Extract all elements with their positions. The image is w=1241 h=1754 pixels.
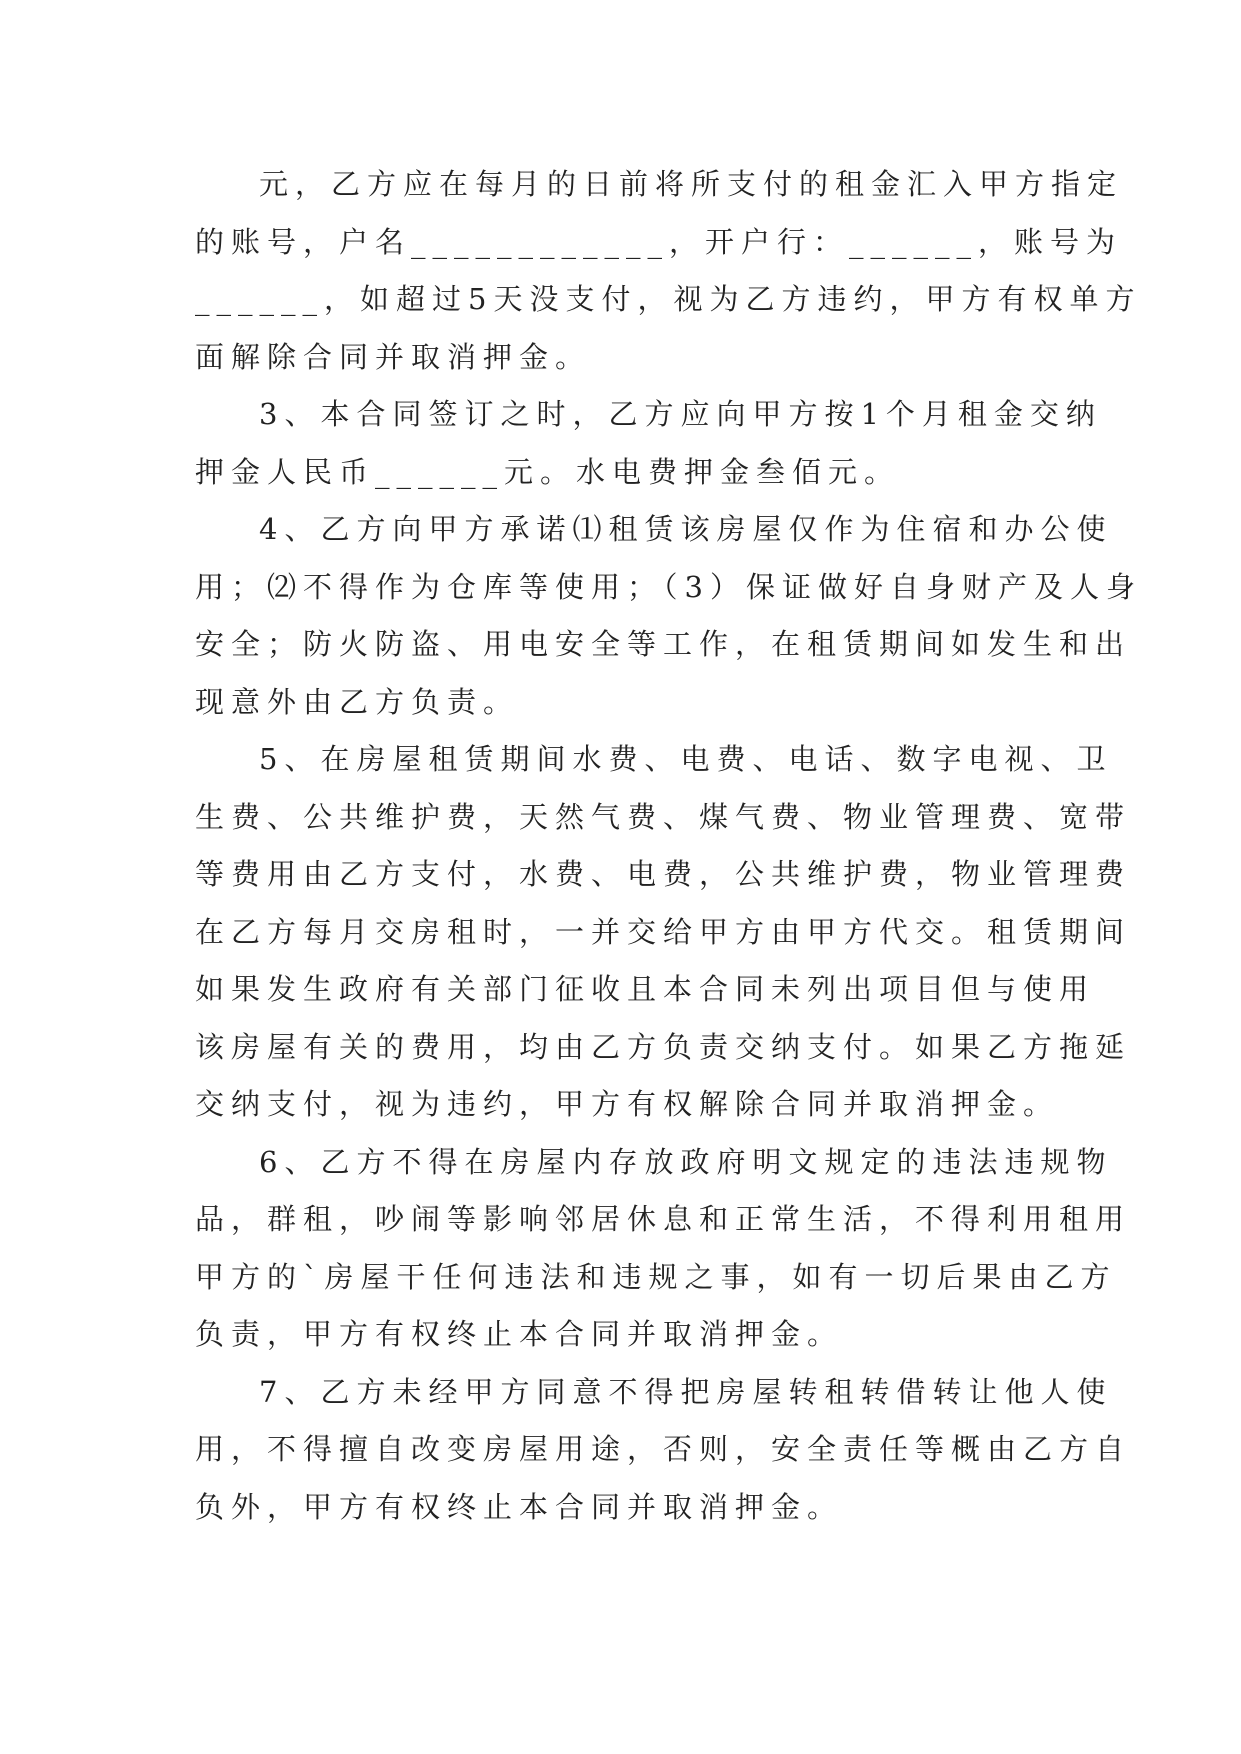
document-body <box>195 156 1142 1536</box>
text-line: 6、乙方不得在房屋内存放政府明文规定的违法违规物 <box>259 1144 1113 1179</box>
text-line: 4、乙方向甲方承诺⑴租赁该房屋仅作为住宿和办公使 <box>259 512 1113 546</box>
text-line: 交纳支付，视为违约，甲方有权解除合同并取消押金。 <box>195 1087 1060 1121</box>
text-line: 用；⑵不得作为仓库等使用；（3）保证做好自身财产及人身 <box>195 569 1142 604</box>
text-line: 等费用由乙方支付，水费、电费，公共维护费，物业管理费 <box>195 857 1132 891</box>
text-line: 元，乙方应在每月的日前将所支付的租金汇入甲方指定 <box>259 167 1124 201</box>
text-line: 如果发生政府有关部门征收且本合同未列出项目但与使用 <box>195 972 1096 1006</box>
text-line: 生费、公共维护费，天然气费、煤气费、物业管理费、宽带 <box>195 799 1132 834</box>
text-line: 面解除合同并取消押金。 <box>195 339 592 374</box>
text-line: 甲方的`房屋干任何违法和违规之事，如有一切后果由乙方 <box>195 1259 1117 1294</box>
text-line: 的账号，户名____________，开户行：______，账号为 <box>195 224 1123 259</box>
text-line: 负责，甲方有权终止本合同并取消押金。 <box>195 1317 844 1351</box>
text-line: 3、本合同签订之时，乙方应向甲方按1个月租金交纳 <box>259 397 1102 431</box>
text-line: 该房屋有关的费用，均由乙方负责交纳支付。如果乙方拖延 <box>195 1029 1132 1064</box>
text-line: 品，群租，吵闹等影响邻居休息和正常生活，不得利用租用 <box>195 1202 1132 1236</box>
text-line: 7、乙方未经甲方同意不得把房屋转租转借转让他人使 <box>259 1374 1113 1409</box>
text-line: 现意外由乙方负责。 <box>195 684 520 719</box>
text-line: ______，如超过5天没支付，视为乙方违约，甲方有权单方 <box>195 282 1142 316</box>
text-line: 押金人民币______元。水电费押金叁佰元。 <box>195 454 901 489</box>
text-line: 5、在房屋租赁期间水费、电费、电话、数字电视、卫 <box>259 742 1113 776</box>
text-line: 负外，甲方有权终止本合同并取消押金。 <box>195 1489 844 1524</box>
text-line: 安全；防火防盗、用电安全等工作，在租赁期间如发生和出 <box>195 627 1132 661</box>
text-line: 在乙方每月交房租时，一并交给甲方由甲方代交。租赁期间 <box>195 914 1132 949</box>
text-line: 用，不得擅自改变房屋用途，否则，安全责任等概由乙方自 <box>195 1432 1132 1466</box>
